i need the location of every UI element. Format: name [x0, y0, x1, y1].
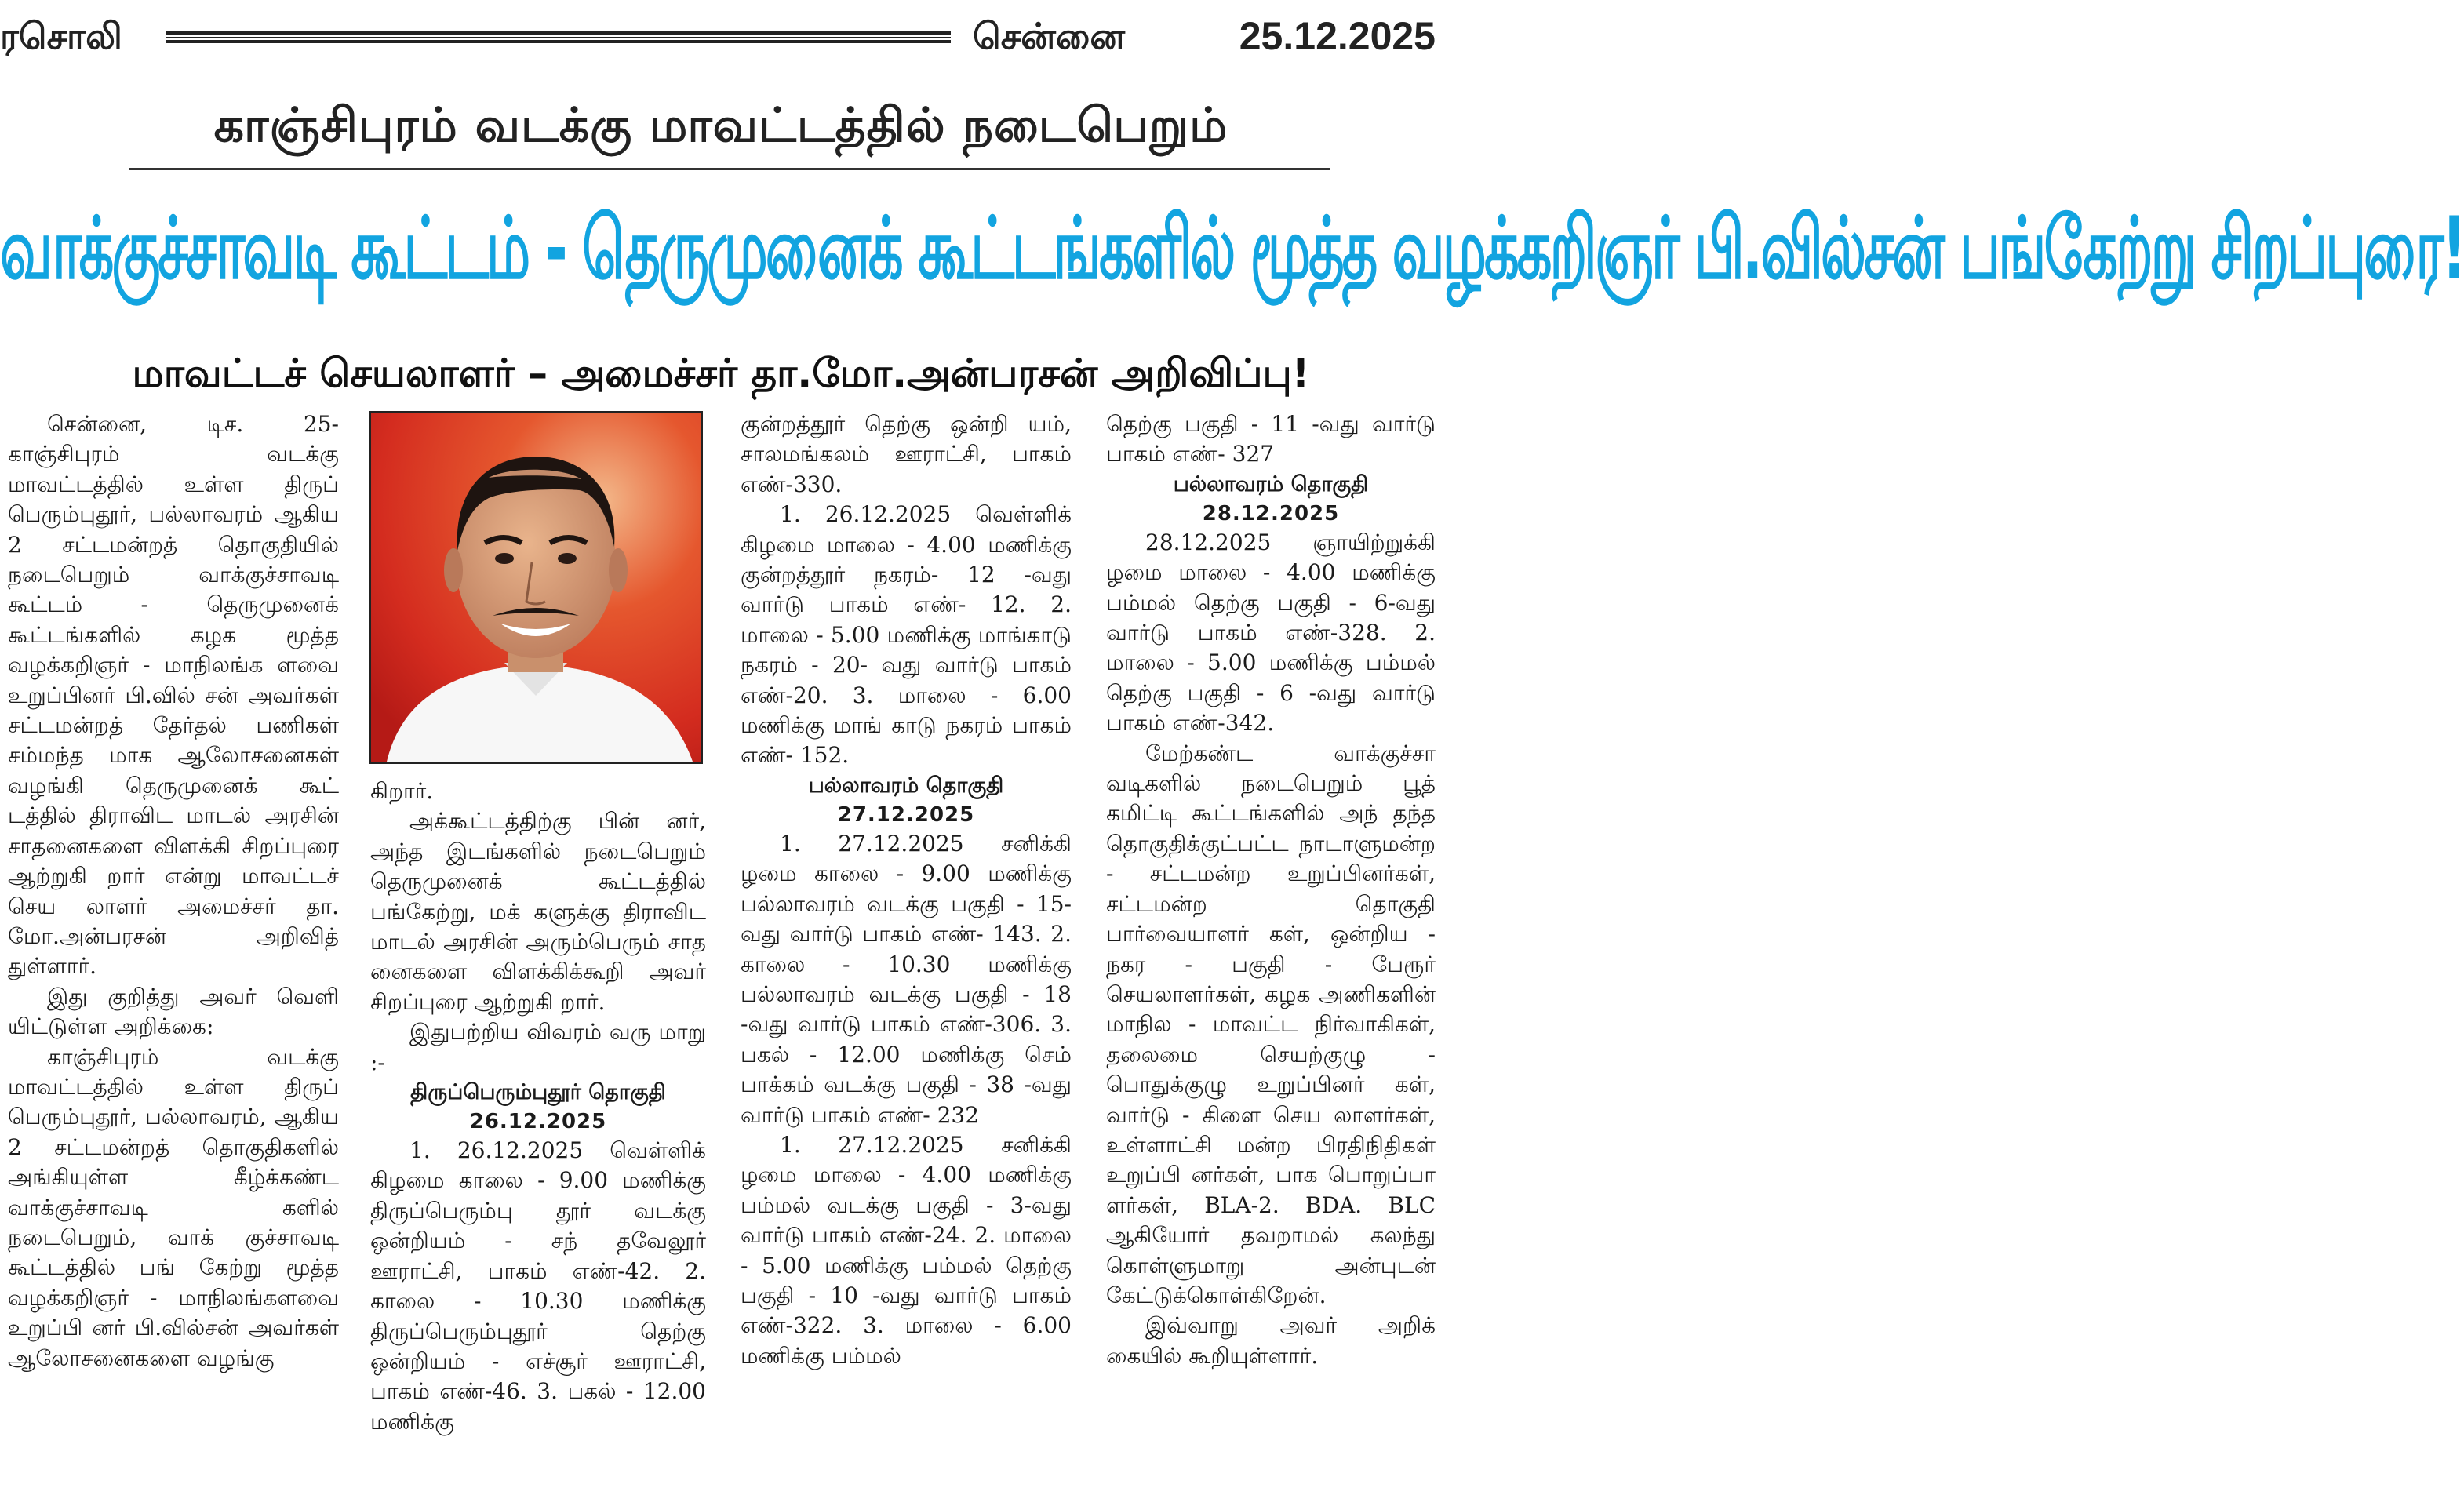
article-paragraph: 1. 26.12.2025 வெள்ளிக் கிழமை மாலை - 4.00 மணிக்கு குன்றத்தூர் நகரம்- 12 -வது வார்டு பாகம் எண்- 12. 2. மாலை - 5.00 மணிக்கு மாங்காடு நகரம் - 20- வது வார்டு பாகம் எண்-20. 3. மாலை - 6.00 மணிக்கு மாங் காடு நகரம் பாகம் எண்- 152. — [741, 501, 1072, 769]
section-heading: திருப்பெரும்புதூர் தொகுதி — [410, 1080, 666, 1105]
section-heading: பல்லாவரம் தொகுதி — [808, 773, 1004, 798]
article-column-4 — [1106, 409, 1436, 1371]
article-paragraph: 1. 26.12.2025 வெள்ளிக் கிழமை காலை - 9.00 மணிக்கு திருப்பெரும்பு தூர் வடக்கு ஒன்றியம் - சந் தவேலூர் ஊராட்சி, பாகம் எண்-42. 2. காலை - 10.30 மணிக்கு திருப்பெரும்புதூர் தெற்கு ஒன்றியம் - எச்சூர் ஊராட்சி, பாகம் எண்-46. 3. பகல் - 12.00 மணிக்கு — [370, 1137, 706, 1435]
article-paragraph: இதுபற்றிய விவரம் வரு மாறு :- — [370, 1019, 706, 1075]
portrait-photo — [369, 411, 703, 764]
article-paragraph: 28.12.2025 ஞாயிற்றுக்கி ழமை மாலை - 4.00 மணிக்கு பம்மல் தெற்கு பகுதி - 6-வது வார்டு பாகம் எண்-328. 2. மாலை - 5.00 மணிக்கு பம்மல் தெற்கு பகுதி - 6 -வது வார்டு பாகம் எண்-342. — [1106, 529, 1436, 737]
article-paragraph: காஞ்சிபுரம் வடக்கு மாவட்டத்தில் உள்ள திருப் பெரும்புதூர், பல்லாவரம், ஆகிய 2 சட்டமன்றத் தொகுதிகளில் அங்கியுள்ள கீழ்க்கண்ட வாக்குச்சாவடி களில் நடைபெறும், வாக் குச்சாவடி கூட்டத்தில் பங் கேற்று மூத்த வழக்கறிஞர் - மாநிலங்களவை உறுப்பி னர் பி.வில்சன் அவர்கள் ஆலோசனைகளை வழங்கு — [8, 1043, 339, 1371]
main-headline: வாக்குச்சாவடி கூட்டம் - தெருமுனைக் கூட்டங்களில் மூத்த வழக்கறிஞர் பி.வில்சன் பங்கேற்று சிறப்புரை! — [0, 198, 2464, 299]
article-column-1 — [8, 409, 339, 1373]
section-date: 26.12.2025 — [469, 1110, 607, 1134]
article-paragraph: குன்றத்தூர் தெற்கு ஒன்றி யம், சாலமங்கலம் ஊராட்சி, பாகம் எண்-330. — [741, 411, 1072, 497]
sub-headline: மாவட்டச் செயலாளர் – அமைச்சர் தா.மோ.அன்பரசன் அறிவிப்பு! — [132, 351, 1310, 396]
masthead — [0, 8, 1442, 64]
article-paragraph: அக்கூட்டத்திற்கு பின் னர், அந்த இடங்களில் நடைபெறும் தெருமுனைக் கூட்டத்தில் பங்கேற்று, மக் களுக்கு திராவிட மாடல் அரசின் அரும்பெரும் சாத னைகளை விளக்கிக்கூறி அவர் சிறப்புரை ஆற்றுகி றார். — [370, 808, 706, 1015]
article-paragraph: சென்னை, டிச. 25- காஞ்சிபுரம் வடக்கு மாவட்டத்தில் உள்ள திருப் பெரும்புதூர், பல்லாவரம் ஆகிய 2 சட்டமன்றத் தொகுதியில் நடைபெறும் வாக்குச்சாவடி கூட்டம் - தெருமுனைக் கூட்டங்களில் கழக மூத்த வழக்கறிஞர் - மாநிலங்க ளவை உறுப்பினர் பி.வில் சன் அவர்கள் சட்டமன்றத் தேர்தல் பணிகள் சம்மந்த மாக ஆலோசனைகள் வழங்கி தெருமுனைக் கூட் டத்தில் திராவிட மாடல் அரசின் சாதனைகளை விளக்கி சிறப்புரை ஆற்றுகி றார் என்று மாவட்டச் செய லாளர் அமைச்சர் தா. மோ.அன்பரசன் அறிவித் துள்ளார். — [8, 411, 339, 980]
masthead-rule — [166, 31, 951, 42]
section-heading: பல்லாவரம் தொகுதி — [1173, 471, 1369, 497]
headline-kicker: காஞ்சிபுரம் வடக்கு மாவட்டத்தில் நடைபெறும் — [213, 98, 1228, 153]
section-date: 28.12.2025 — [1202, 501, 1340, 526]
article-column-2 — [370, 777, 706, 1437]
portrait-illustration — [371, 413, 701, 762]
newspaper-name: ரசொலி — [0, 15, 122, 57]
article-paragraph: மேற்கண்ட வாக்குச்சா வடிகளில் நடைபெறும் பூத் கமிட்டி கூட்டங்களில் அந் தந்த தொகுதிக்குட்பட்ட நாடாளுமன்ற - சட்டமன்ற உறுப்பினர்கள், சட்டமன்ற தொகுதி பார்வையாளர் கள், ஒன்றிய - நகர - பகுதி - பேரூர் செயலாளர்கள், கழக அணிகளின் மாநில - மாவட்ட நிர்வாகிகள், தலைமை செயற்குழு - பொதுக்குழு உறுப்பினர் கள், வார்டு - கிளை செய லாளர்கள், உள்ளாட்சி மன்ற பிரதிநிதிகள் உறுப்பி னர்கள், பாக பொறுப்பா ளர்கள், BLA-2. BDA. BLC ஆகியோர் தவறாமல் கலந்து கொள்ளுமாறு அன்புடன் கேட்டுக்கொள்கிறேன். — [1106, 740, 1436, 1308]
article-paragraph: 1. 27.12.2025 சனிக்கி ழமை காலை - 9.00 மணிக்கு பல்லாவரம் வடக்கு பகுதி - 15-வது வார்டு பாகம் எண்- 143. 2. காலை - 10.30 மணிக்கு பல்லாவரம் வடக்கு பகுதி - 18 -வது வார்டு பாகம் எண்-306. 3. பகல் - 12.00 மணிக்கு செம் பாக்கம் வடக்கு பகுதி - 38 -வது வார்டு பாகம் எண்- 232 — [741, 830, 1072, 1128]
section-date: 27.12.2025 — [837, 802, 975, 827]
article-paragraph: இது குறித்து அவர் வெளி யிட்டுள்ள அறிக்கை: — [8, 983, 339, 1040]
article-column-3 — [741, 409, 1072, 1371]
article-paragraph: 1. 27.12.2025 சனிக்கி ழமை மாலை - 4.00 மணிக்கு பம்மல் வடக்கு பகுதி - 3-வது வார்டு பாகம் எண்-24. 2. மாலை - 5.00 மணிக்கு பம்மல் தெற்கு பகுதி - 10 -வது வார்டு பாகம் எண்-322. 3. மாலை - 6.00 மணிக்கு பம்மல் — [741, 1131, 1072, 1369]
article-paragraph: தெற்கு பகுதி - 11 -வது வார்டு பாகம் எண்- 327 — [1106, 411, 1436, 467]
article-paragraph: இவ்வாறு அவர் அறிக் கையில் கூறியுள்ளார். — [1106, 1312, 1436, 1369]
dateline-city: சென்னை — [973, 15, 1126, 57]
article-paragraph: கிறார். — [370, 778, 434, 804]
issue-date: 25.12.2025 — [1239, 14, 1436, 58]
